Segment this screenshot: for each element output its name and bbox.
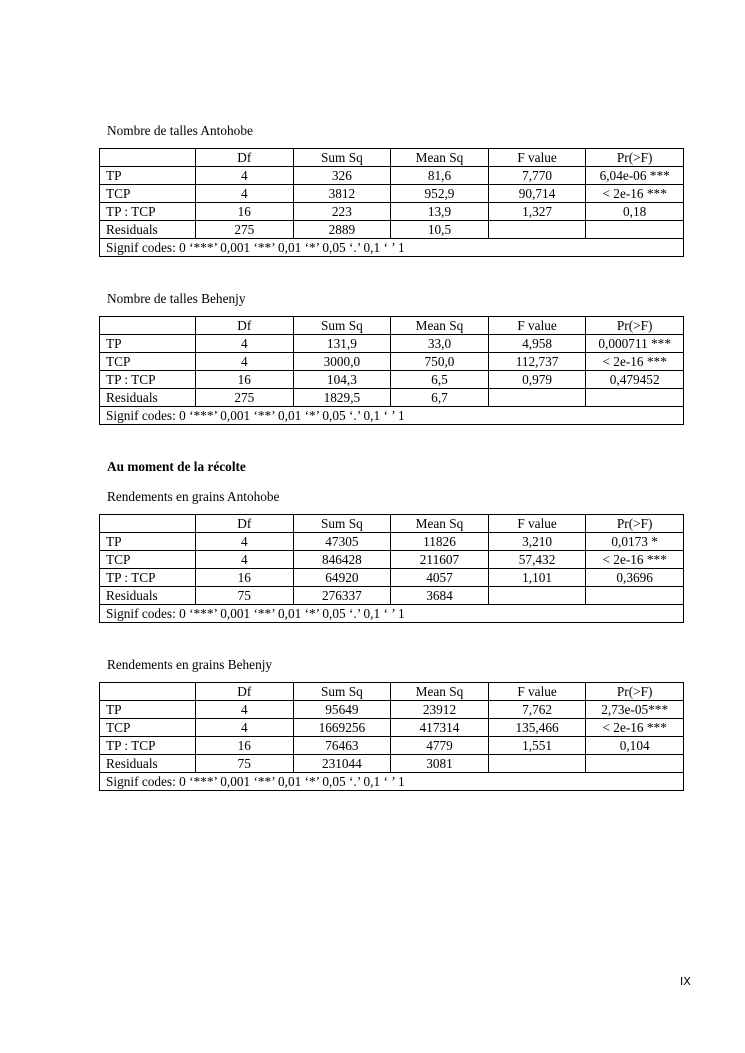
row-label: TCP <box>100 185 196 203</box>
row-label: TP <box>100 533 196 551</box>
row-label: TP : TCP <box>100 203 196 221</box>
table-row <box>100 533 684 551</box>
table-cell: 7,762 <box>488 701 586 719</box>
column-header <box>100 515 196 533</box>
table-cell: 6,7 <box>391 389 489 407</box>
column-header: Sum Sq <box>293 149 391 167</box>
row-label: TCP <box>100 353 196 371</box>
table-cell: 750,0 <box>391 353 489 371</box>
column-header: Sum Sq <box>293 317 391 335</box>
anova-table <box>99 316 684 425</box>
row-label: TP : TCP <box>100 371 196 389</box>
column-header: Pr(>F) <box>586 317 684 335</box>
table-cell: 10,5 <box>391 221 489 239</box>
column-header: Sum Sq <box>293 683 391 701</box>
table-row <box>100 701 684 719</box>
table-row <box>100 353 684 371</box>
table-cell: 2,73e-05*** <box>586 701 684 719</box>
section-heading: Au moment de la récolte <box>107 459 246 474</box>
table-cell: 2889 <box>293 221 391 239</box>
table-cell: 1,327 <box>488 203 586 221</box>
signif-codes: Signif codes: 0 ‘***’ 0,001 ‘**’ 0,01 ‘*’ 0,05 ‘.’ 0,1 ‘ ’ 1 <box>100 605 684 623</box>
table-row <box>100 551 684 569</box>
table-cell: 131,9 <box>293 335 391 353</box>
table-cell: 6,04e-06 *** <box>586 167 684 185</box>
table-cell: 4 <box>196 719 294 737</box>
table-cell: 64920 <box>293 569 391 587</box>
table-row <box>100 221 684 239</box>
table-cell: 0,3696 <box>586 569 684 587</box>
table-caption: Nombre de talles Antohobe <box>107 123 253 138</box>
table-cell: 90,714 <box>488 185 586 203</box>
signif-row <box>100 239 684 257</box>
column-header <box>100 149 196 167</box>
table-caption: Rendements en grains Behenjy <box>107 657 273 672</box>
table-cell <box>586 755 684 773</box>
table-cell: 275 <box>196 221 294 239</box>
signif-codes: Signif codes: 0 ‘***’ 0,001 ‘**’ 0,01 ‘*’ 0,05 ‘.’ 0,1 ‘ ’ 1 <box>100 407 684 425</box>
table-cell: 11826 <box>391 533 489 551</box>
table-row <box>100 371 684 389</box>
column-header: F value <box>488 515 586 533</box>
table-cell: 76463 <box>293 737 391 755</box>
table-cell: 4 <box>196 533 294 551</box>
table-cell: 3684 <box>391 587 489 605</box>
anova-table <box>99 148 684 257</box>
table-cell: 112,737 <box>488 353 586 371</box>
row-label: Residuals <box>100 587 196 605</box>
header-row <box>100 515 684 533</box>
table-row <box>100 203 684 221</box>
table-cell: 3812 <box>293 185 391 203</box>
row-label: TP <box>100 167 196 185</box>
row-label: TCP <box>100 551 196 569</box>
table-cell: 0,979 <box>488 371 586 389</box>
table-cell: 95649 <box>293 701 391 719</box>
table-cell: 952,9 <box>391 185 489 203</box>
table-cell: 33,0 <box>391 335 489 353</box>
table-cell: 4,958 <box>488 335 586 353</box>
table-cell: < 2e-16 *** <box>586 551 684 569</box>
table-cell: 0,000711 *** <box>586 335 684 353</box>
anova-table <box>99 682 684 791</box>
row-label: TP <box>100 701 196 719</box>
table-cell: 4779 <box>391 737 489 755</box>
column-header: Pr(>F) <box>586 683 684 701</box>
anova-table <box>99 514 684 623</box>
column-header: F value <box>488 317 586 335</box>
table-cell: 6,5 <box>391 371 489 389</box>
table-cell: 135,466 <box>488 719 586 737</box>
table-cell: 4 <box>196 551 294 569</box>
page-number: IX <box>680 975 691 988</box>
table-cell: 846428 <box>293 551 391 569</box>
table-cell <box>488 755 586 773</box>
signif-row <box>100 605 684 623</box>
table-row <box>100 737 684 755</box>
table-cell: 1,551 <box>488 737 586 755</box>
table-cell: 4057 <box>391 569 489 587</box>
table-cell: 0,0173 * <box>586 533 684 551</box>
table-cell: 231044 <box>293 755 391 773</box>
table-cell: 0,104 <box>586 737 684 755</box>
column-header: Mean Sq <box>391 317 489 335</box>
row-label: TP : TCP <box>100 569 196 587</box>
column-header: F value <box>488 683 586 701</box>
table-row <box>100 335 684 353</box>
table-cell: 3,210 <box>488 533 586 551</box>
column-header: Mean Sq <box>391 149 489 167</box>
table-cell: 4 <box>196 701 294 719</box>
row-label: Residuals <box>100 221 196 239</box>
table-cell: 16 <box>196 371 294 389</box>
table-caption: Rendements en grains Antohobe <box>107 489 280 504</box>
column-header: Df <box>196 317 294 335</box>
table-cell: 275 <box>196 389 294 407</box>
table-cell: 417314 <box>391 719 489 737</box>
column-header: Sum Sq <box>293 515 391 533</box>
column-header <box>100 317 196 335</box>
table-cell: 23912 <box>391 701 489 719</box>
table-cell: 75 <box>196 587 294 605</box>
table-row <box>100 719 684 737</box>
table-row <box>100 755 684 773</box>
table-row <box>100 587 684 605</box>
table-cell: 47305 <box>293 533 391 551</box>
table-cell: 81,6 <box>391 167 489 185</box>
row-label: TP <box>100 335 196 353</box>
table-cell: 4 <box>196 167 294 185</box>
table-cell <box>488 221 586 239</box>
table-cell: 3000,0 <box>293 353 391 371</box>
table-row <box>100 185 684 203</box>
table-cell <box>586 587 684 605</box>
table-cell: 0,18 <box>586 203 684 221</box>
column-header: Mean Sq <box>391 683 489 701</box>
table-cell: 3081 <box>391 755 489 773</box>
table-cell: 7,770 <box>488 167 586 185</box>
table-cell: 1,101 <box>488 569 586 587</box>
table-row <box>100 389 684 407</box>
row-label: TCP <box>100 719 196 737</box>
table-cell: < 2e-16 *** <box>586 185 684 203</box>
table-cell: 16 <box>196 569 294 587</box>
column-header: Pr(>F) <box>586 149 684 167</box>
table-cell: 75 <box>196 755 294 773</box>
signif-row <box>100 773 684 791</box>
table-cell: 13,9 <box>391 203 489 221</box>
table-cell: 211607 <box>391 551 489 569</box>
signif-codes: Signif codes: 0 ‘***’ 0,001 ‘**’ 0,01 ‘*’ 0,05 ‘.’ 0,1 ‘ ’ 1 <box>100 239 684 257</box>
table-cell <box>586 221 684 239</box>
table-cell: 16 <box>196 737 294 755</box>
row-label: Residuals <box>100 389 196 407</box>
header-row <box>100 317 684 335</box>
table-cell: 104,3 <box>293 371 391 389</box>
column-header <box>100 683 196 701</box>
table-cell <box>488 389 586 407</box>
column-header: F value <box>488 149 586 167</box>
row-label: TP : TCP <box>100 737 196 755</box>
table-cell: 4 <box>196 353 294 371</box>
table-cell <box>586 389 684 407</box>
table-caption: Nombre de talles Behenjy <box>107 291 246 306</box>
header-row <box>100 683 684 701</box>
table-cell: < 2e-16 *** <box>586 719 684 737</box>
row-label: Residuals <box>100 755 196 773</box>
column-header: Pr(>F) <box>586 515 684 533</box>
table-cell: 326 <box>293 167 391 185</box>
table-cell: 223 <box>293 203 391 221</box>
column-header: Df <box>196 149 294 167</box>
table-row <box>100 569 684 587</box>
signif-row <box>100 407 684 425</box>
table-cell: 4 <box>196 335 294 353</box>
table-cell: < 2e-16 *** <box>586 353 684 371</box>
table-row <box>100 167 684 185</box>
table-cell: 0,479452 <box>586 371 684 389</box>
column-header: Mean Sq <box>391 515 489 533</box>
table-cell <box>488 587 586 605</box>
table-cell: 16 <box>196 203 294 221</box>
column-header: Df <box>196 683 294 701</box>
table-cell: 1669256 <box>293 719 391 737</box>
table-cell: 276337 <box>293 587 391 605</box>
header-row <box>100 149 684 167</box>
signif-codes: Signif codes: 0 ‘***’ 0,001 ‘**’ 0,01 ‘*’ 0,05 ‘.’ 0,1 ‘ ’ 1 <box>100 773 684 791</box>
table-cell: 1829,5 <box>293 389 391 407</box>
table-cell: 57,432 <box>488 551 586 569</box>
column-header: Df <box>196 515 294 533</box>
table-cell: 4 <box>196 185 294 203</box>
